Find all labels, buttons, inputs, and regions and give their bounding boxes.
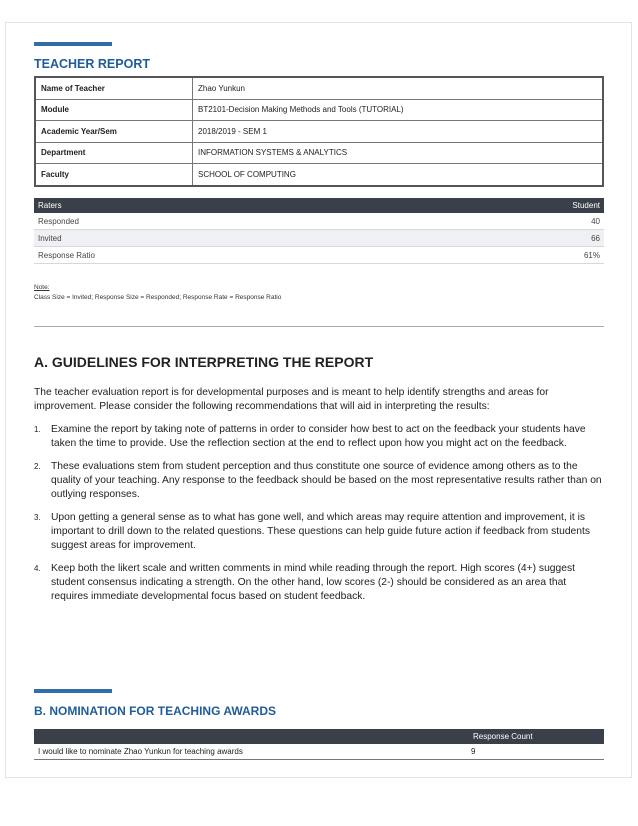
raters-row: [34, 213, 604, 230]
guideline-item: [34, 511, 606, 553]
info-row: [35, 99, 603, 121]
nomination-title: B. NOMINATION FOR TEACHING AWARDS: [34, 704, 276, 718]
raters-table: [34, 198, 604, 264]
raters-header-row: [34, 198, 604, 213]
guideline-item: [34, 460, 606, 502]
guideline-number: 2.: [34, 462, 41, 471]
guideline-number: 1.: [34, 425, 41, 434]
note-label: Note:: [34, 284, 50, 291]
guidelines-intro: The teacher evaluation report is for developmental purposes and is meant to help identify strengths and areas for improvement. Please consider the following recommendations that will aid in interpreting the results:: [34, 387, 549, 412]
raters-value: 61%: [402, 247, 604, 264]
teacher-info-table: [34, 76, 604, 187]
guideline-text: These evaluations stem from student perception and thus constitute one source of evidence among others as to the quality of your teaching. Any response to the feedback should be based on the most representative results rather than on outlying responses.: [51, 461, 602, 500]
raters-row: [34, 230, 604, 247]
guideline-item: [34, 562, 606, 604]
raters-value: 66: [402, 230, 604, 247]
note-text: Class Size = Invited; Response Size = Responded; Response Rate = Response Ratio: [34, 294, 282, 301]
info-value: BT2101-Decision Making Methods and Tools (TUTORIAL): [193, 99, 604, 121]
nomination-row: [34, 744, 604, 760]
nomination-count: 9: [467, 744, 604, 760]
info-label: Faculty: [35, 164, 193, 186]
info-value: SCHOOL OF COMPUTING: [193, 164, 604, 186]
info-row: [35, 77, 603, 99]
response-count-header: Response Count: [467, 729, 604, 744]
nomination-header-blank: [34, 729, 467, 744]
guideline-text: Examine the report by taking note of patterns in order to consider how best to act on the feedback your students have taken the time to provide. Use the reflection section at the end to reflect upon how you might act on the feedback.: [51, 424, 586, 449]
guideline-text: Upon getting a general sense as to what has gone well, and which areas may require attention and improvement, it is important to drill down to the related questions. These questions can help guide future action if feedback from students suggest areas for improvement.: [51, 512, 591, 551]
guideline-number: 3.: [34, 513, 41, 522]
nomination-table: [34, 729, 604, 760]
raters-label: Invited: [34, 230, 402, 247]
info-value: 2018/2019 - SEM 1: [193, 121, 604, 143]
info-value: INFORMATION SYSTEMS & ANALYTICS: [193, 142, 604, 164]
nomination-label: I would like to nominate Zhao Yunkun for teaching awards: [34, 744, 467, 760]
guidelines-title: A. GUIDELINES FOR INTERPRETING THE REPORT: [34, 354, 374, 370]
accent-bar-section-b: [34, 689, 112, 693]
accent-bar-top: [34, 42, 112, 46]
info-label: Academic Year/Sem: [35, 121, 193, 143]
info-label: Name of Teacher: [35, 77, 193, 99]
guideline-item: [34, 423, 606, 451]
raters-header: Raters: [34, 198, 402, 213]
info-row: [35, 121, 603, 143]
guideline-text: Keep both the likert scale and written comments in mind while reading through the report. High scores (4+) suggest student consensus indicating a strength. On the other hand, low scores (2-) should be considered as an area that requires immediate developmental focus based on student feedback.: [51, 563, 575, 602]
guideline-number: 4.: [34, 564, 41, 573]
info-label: Module: [35, 99, 193, 121]
section-divider: [34, 326, 604, 327]
info-value: Zhao Yunkun: [193, 77, 604, 99]
student-header: Student: [402, 198, 604, 213]
teacher-report-title: TEACHER REPORT: [34, 57, 150, 71]
raters-label: Responded: [34, 213, 402, 230]
nomination-header-row: [34, 729, 604, 744]
raters-label: Response Ratio: [34, 247, 402, 264]
raters-row: [34, 247, 604, 264]
guidelines-list: [34, 423, 606, 613]
info-label: Department: [35, 142, 193, 164]
raters-value: 40: [402, 213, 604, 230]
info-row: [35, 164, 603, 186]
info-row: [35, 142, 603, 164]
